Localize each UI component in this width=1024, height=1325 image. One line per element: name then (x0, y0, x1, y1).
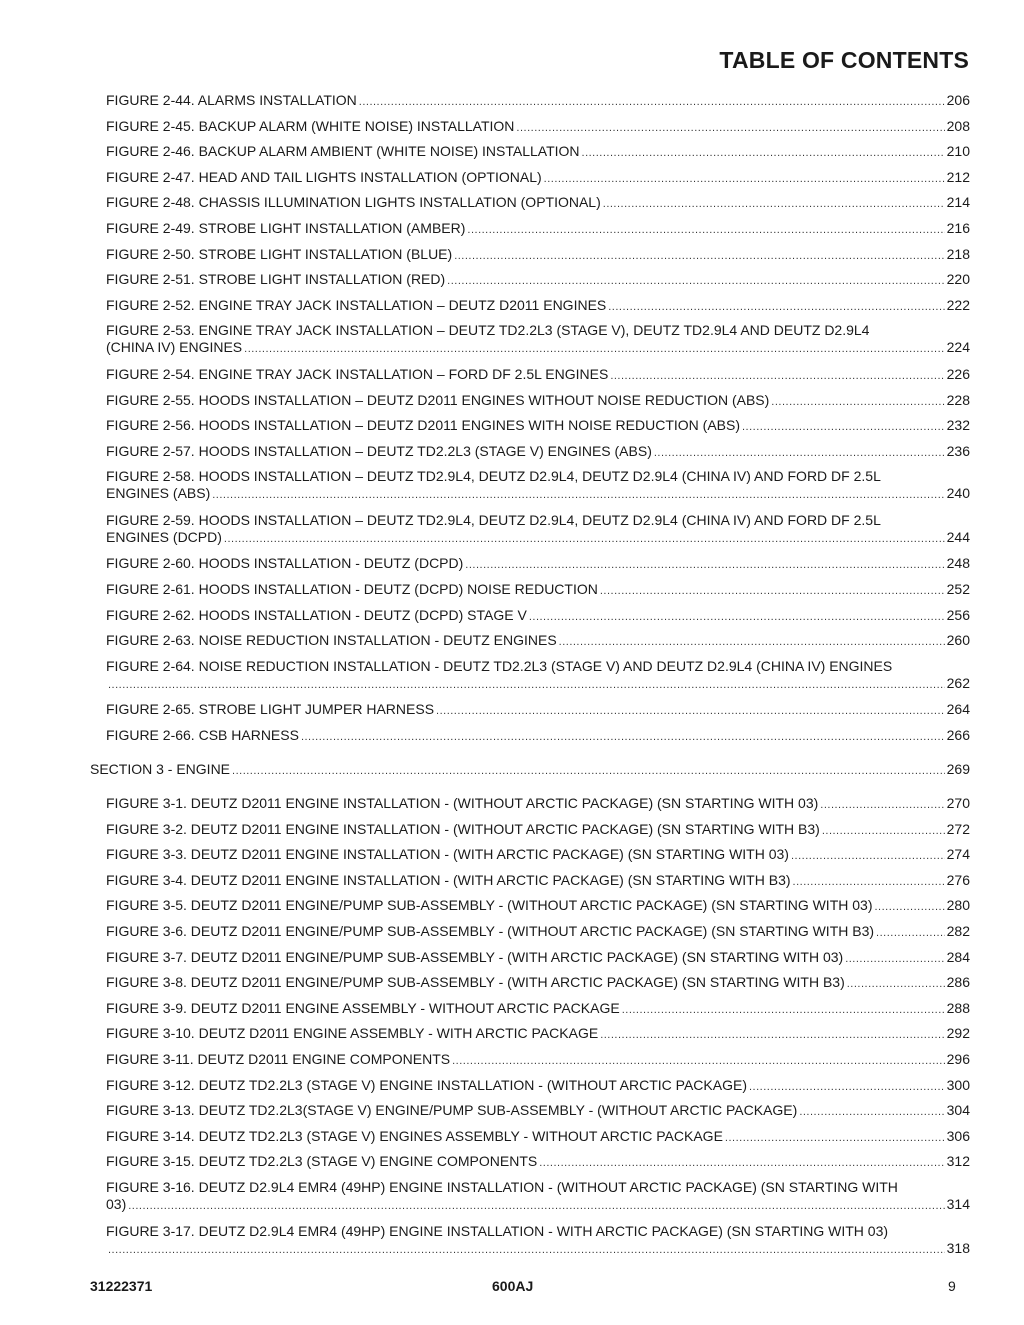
dot-leader (465, 557, 944, 574)
toc-figure-entry[interactable] (106, 512, 970, 548)
toc-figure-entry[interactable] (106, 220, 970, 239)
dot-leader (454, 248, 944, 265)
dot-leader (467, 222, 944, 239)
toc-page-number: 232 (946, 417, 970, 434)
toc-section-entry[interactable] (90, 761, 970, 780)
dot-leader (608, 299, 944, 316)
dot-leader (128, 1198, 944, 1215)
toc-figure-entry[interactable] (106, 923, 970, 942)
toc-figure-entry[interactable] (106, 658, 970, 694)
toc-entry-title: FIGURE 3-3. DEUTZ D2011 ENGINE INSTALLATION - (WITH ARCTIC PACKAGE) (SN STARTING WITH 03) (106, 846, 789, 863)
toc-figure-entry[interactable] (106, 297, 970, 316)
toc-page-number: 220 (946, 271, 970, 288)
toc-figure-entry[interactable] (106, 607, 970, 626)
toc-page-number: 216 (946, 220, 970, 236)
dot-leader (359, 94, 945, 111)
dot-leader (725, 1130, 945, 1147)
toc-entry-title: FIGURE 2-53. ENGINE TRAY JACK INSTALLATION – DEUTZ TD2.2L3 (STAGE V), DEUTZ TD2.9L4 AND DEUTZ D2.9L4 (106, 322, 870, 339)
toc-entry-title: FIGURE 2-66. CSB HARNESS (106, 726, 299, 743)
toc-page-number: 264 (946, 701, 970, 718)
toc-entry-title-continued: (CHINA IV) ENGINES (106, 339, 243, 356)
toc-figure-entry[interactable] (106, 1179, 970, 1215)
toc-page-number: 256 (946, 606, 970, 623)
toc-entry-title: FIGURE 3-11. DEUTZ D2011 ENGINE COMPONENTS (106, 1051, 451, 1067)
toc-figure-entry[interactable] (106, 1077, 970, 1096)
dot-leader (244, 341, 945, 358)
toc-page-number: 269 (946, 761, 970, 778)
toc-figure-entry[interactable] (106, 581, 970, 600)
dot-leader (845, 951, 944, 968)
toc-figure-entry[interactable] (106, 632, 970, 651)
toc-entry-title: FIGURE 3-12. DEUTZ TD2.2L3 (STAGE V) ENGINE INSTALLATION - (WITHOUT ARCTIC PACKAGE) (106, 1076, 747, 1093)
toc-figure-entry[interactable] (106, 897, 970, 916)
toc-figure-entry[interactable] (106, 443, 970, 462)
toc-page-number: 272 (946, 820, 970, 837)
toc-figure-entry[interactable] (106, 169, 970, 188)
toc-entry-title: FIGURE 3-15. DEUTZ TD2.2L3 (STAGE V) ENGINE COMPONENTS (106, 1153, 538, 1170)
dot-leader (749, 1079, 945, 1096)
toc-page-number: 212 (946, 168, 970, 185)
toc-page-number: 240 (946, 485, 970, 502)
toc-entry-title: FIGURE 2-56. HOODS INSTALLATION – DEUTZ D2011 ENGINES WITH NOISE REDUCTION (ABS) (106, 417, 740, 434)
dot-leader (436, 703, 945, 720)
toc-figure-entry[interactable] (106, 795, 970, 814)
toc-figure-entry[interactable] (106, 118, 970, 137)
toc-page-number: 312 (946, 1153, 970, 1170)
toc-figure-entry[interactable] (106, 727, 970, 746)
toc-figure-entry[interactable] (106, 1102, 970, 1121)
toc-entry-title-continued: ENGINES (ABS) (106, 485, 211, 502)
dot-leader (452, 1053, 945, 1070)
toc-entry-title: FIGURE 2-49. STROBE LIGHT INSTALLATION (AMBER) (106, 220, 466, 236)
dot-leader (876, 925, 945, 942)
toc-figure-entry[interactable] (106, 872, 970, 891)
dot-leader (108, 1242, 945, 1259)
toc-figure-entry[interactable] (106, 701, 970, 720)
toc-entry-title: FIGURE 3-16. DEUTZ D2.9L4 EMR4 (49HP) ENGINE INSTALLATION - (WITHOUT ARCTIC PACKAGE) (SN STARTING WITH (106, 1179, 898, 1195)
toc-entry-title: FIGURE 2-62. HOODS INSTALLATION - DEUTZ (DCPD) STAGE V (106, 606, 527, 623)
toc-page-number: 306 (946, 1127, 970, 1144)
toc-entry-title: FIGURE 2-50. STROBE LIGHT INSTALLATION (BLUE) (106, 245, 453, 262)
toc-entry-title: FIGURE 2-52. ENGINE TRAY JACK INSTALLATION – DEUTZ D2011 ENGINES (106, 296, 607, 313)
toc-figure-entry[interactable] (106, 246, 970, 265)
dot-leader (108, 677, 945, 694)
toc-page-number: 270 (946, 795, 970, 811)
toc-figure-entry[interactable] (106, 392, 970, 411)
toc-page-number: 248 (946, 555, 970, 572)
toc-entry-title: FIGURE 3-4. DEUTZ D2011 ENGINE INSTALLATION - (WITH ARCTIC PACKAGE) (SN STARTING WITH B3) (106, 871, 791, 888)
dot-leader (771, 394, 944, 411)
toc-page-number: 304 (946, 1102, 970, 1119)
dot-leader (559, 634, 945, 651)
toc-entry-title: FIGURE 3-5. DEUTZ D2011 ENGINE/PUMP SUB-ASSEMBLY - (WITHOUT ARCTIC PACKAGE) (SN STARTING WITH 03) (106, 897, 873, 914)
toc-entry-title: FIGURE 2-54. ENGINE TRAY JACK INSTALLATION – FORD DF 2.5L ENGINES (106, 365, 609, 382)
dot-leader (212, 487, 944, 504)
toc-page-number: 210 (946, 143, 970, 160)
dot-leader (600, 583, 945, 600)
toc-figure-entry[interactable] (106, 1128, 970, 1147)
toc-figure-entry[interactable] (106, 143, 970, 162)
toc-page-number: 274 (946, 846, 970, 863)
toc-page-number: 276 (946, 871, 970, 888)
toc-page-number: 208 (946, 117, 970, 134)
model-name: 600AJ (492, 1278, 534, 1294)
dot-leader (539, 1155, 944, 1172)
toc-figure-entry[interactable] (106, 271, 970, 290)
dot-leader (847, 976, 945, 993)
dot-leader (516, 120, 944, 137)
toc-entry-title: FIGURE 2-44. ALARMS INSTALLATION (106, 92, 357, 108)
toc-entry-title: FIGURE 3-9. DEUTZ D2011 ENGINE ASSEMBLY - WITHOUT ARCTIC PACKAGE (106, 999, 620, 1016)
toc-entry-title: FIGURE 3-2. DEUTZ D2011 ENGINE INSTALLATION - (WITHOUT ARCTIC PACKAGE) (SN STARTING WITH B3) (106, 820, 820, 837)
dot-leader (822, 823, 945, 840)
toc-figure-entry[interactable] (106, 417, 970, 436)
toc-entry-title: FIGURE 3-1. DEUTZ D2011 ENGINE INSTALLATION - (WITHOUT ARCTIC PACKAGE) (SN STARTING WITH 03) (106, 795, 819, 811)
toc-figure-entry[interactable] (106, 846, 970, 865)
dot-leader (654, 445, 945, 462)
toc-entry-title: SECTION 3 - ENGINE (90, 761, 231, 778)
toc-page-number: 314 (946, 1196, 970, 1212)
toc-page-number: 228 (946, 391, 970, 408)
dot-leader (791, 848, 945, 865)
toc-page-number: 266 (946, 726, 970, 743)
dot-leader (582, 145, 945, 162)
toc-page-number: 282 (946, 923, 970, 939)
toc-page-number: 206 (946, 92, 970, 108)
toc-entry-title: FIGURE 2-65. STROBE LIGHT JUMPER HARNESS (106, 701, 435, 718)
toc-page-number: 318 (946, 1239, 970, 1256)
toc-page-number: 222 (946, 296, 970, 313)
dot-leader (799, 1104, 944, 1121)
toc-figure-entry[interactable] (106, 1051, 970, 1070)
dot-leader (544, 171, 945, 188)
dot-leader (600, 1027, 944, 1044)
dot-leader (301, 729, 945, 746)
dot-leader (603, 196, 945, 213)
toc-entry-title: FIGURE 2-59. HOODS INSTALLATION – DEUTZ TD2.9L4, DEUTZ D2.9L4, DEUTZ D2.9L4 (CHINA IV) AND FORD DF 2.5L (106, 511, 881, 528)
toc-entry-title: FIGURE 2-58. HOODS INSTALLATION – DEUTZ TD2.9L4, DEUTZ D2.9L4, DEUTZ D2.9L4 (CHINA IV) AND FORD DF 2.5L (106, 468, 881, 485)
dot-leader (224, 531, 945, 548)
toc-entry-title: FIGURE 3-14. DEUTZ TD2.2L3 (STAGE V) ENGINES ASSEMBLY - WITHOUT ARCTIC PACKAGE (106, 1127, 723, 1144)
toc-figure-entry[interactable] (106, 1000, 970, 1019)
dot-leader (622, 1002, 945, 1019)
toc-entry-title: FIGURE 3-13. DEUTZ TD2.2L3(STAGE V) ENGINE/PUMP SUB-ASSEMBLY - (WITHOUT ARCTIC PACKAGE) (106, 1102, 798, 1119)
toc-figure-entry[interactable] (106, 555, 970, 574)
toc-entry-title: FIGURE 3-8. DEUTZ D2011 ENGINE/PUMP SUB-ASSEMBLY - (WITH ARCTIC PACKAGE) (SN STARTING WITH B3) (106, 974, 845, 991)
toc-page-number: 244 (946, 528, 970, 545)
page-number: 9 (948, 1278, 956, 1294)
toc-page-number: 260 (946, 632, 970, 649)
toc-page-number: 292 (946, 1025, 970, 1042)
toc-entry-title: FIGURE 2-47. HEAD AND TAIL LIGHTS INSTALLATION (OPTIONAL) (106, 168, 542, 185)
document-number: 31222371 (90, 1278, 153, 1294)
dot-leader (820, 797, 944, 814)
dot-leader (529, 609, 945, 626)
toc-entry-title-continued: 03) (106, 1196, 127, 1212)
toc-page-number: 296 (946, 1051, 970, 1067)
toc-entry-title: FIGURE 2-61. HOODS INSTALLATION - DEUTZ (DCPD) NOISE REDUCTION (106, 580, 598, 597)
toc-figure-entry[interactable] (106, 1025, 970, 1044)
toc-entry-title: FIGURE 2-55. HOODS INSTALLATION – DEUTZ D2011 ENGINES WITHOUT NOISE REDUCTION (ABS) (106, 391, 770, 408)
toc-figure-entry[interactable] (106, 92, 970, 111)
toc-entry-title: FIGURE 2-48. CHASSIS ILLUMINATION LIGHTS INSTALLATION (OPTIONAL) (106, 194, 601, 211)
toc-page-number: 214 (946, 194, 970, 211)
toc-entry-title: FIGURE 2-60. HOODS INSTALLATION - DEUTZ (DCPD) (106, 555, 464, 572)
toc-figure-entry[interactable] (106, 974, 970, 993)
toc-figure-entry[interactable] (106, 468, 970, 504)
toc-figure-entry[interactable] (106, 194, 970, 213)
dot-leader (742, 419, 945, 436)
toc-entry-title: FIGURE 2-57. HOODS INSTALLATION – DEUTZ TD2.2L3 (STAGE V) ENGINES (ABS) (106, 442, 652, 459)
toc-entry-title: FIGURE 3-10. DEUTZ D2011 ENGINE ASSEMBLY - WITH ARCTIC PACKAGE (106, 1025, 599, 1042)
toc-page-number: 288 (946, 999, 970, 1016)
toc-entry-title: FIGURE 3-17. DEUTZ D2.9L4 EMR4 (49HP) ENGINE INSTALLATION - WITH ARCTIC PACKAGE) (SN STARTING WITH 03) (106, 1222, 889, 1239)
toc-entry-title: FIGURE 2-46. BACKUP ALARM AMBIENT (WHITE NOISE) INSTALLATION (106, 143, 580, 160)
toc-entry-title: FIGURE 2-64. NOISE REDUCTION INSTALLATION - DEUTZ TD2.2L3 (STAGE V) AND DEUTZ D2.9L4 (CHINA IV) ENGINES (106, 657, 893, 674)
toc-page-number: 236 (946, 442, 970, 459)
toc-entry-title: FIGURE 2-45. BACKUP ALARM (WHITE NOISE) INSTALLATION (106, 117, 515, 134)
toc-figure-entry[interactable] (106, 1223, 970, 1259)
toc-page-number: 300 (946, 1076, 970, 1093)
toc-page-number: 252 (946, 580, 970, 597)
dot-leader (610, 368, 944, 385)
dot-leader (447, 273, 944, 290)
toc-figure-entry[interactable] (106, 366, 970, 385)
toc-figure-entry[interactable] (106, 821, 970, 840)
toc-entry-title: FIGURE 3-6. DEUTZ D2011 ENGINE/PUMP SUB-ASSEMBLY - (WITHOUT ARCTIC PACKAGE) (SN STARTING WITH B3) (106, 923, 875, 939)
toc-figure-entry[interactable] (106, 322, 970, 358)
toc-page-number: 280 (946, 897, 970, 914)
toc-page-number: 262 (946, 674, 970, 691)
toc-entry-title: FIGURE 2-63. NOISE REDUCTION INSTALLATION - DEUTZ ENGINES (106, 632, 557, 649)
toc-page-number: 286 (946, 974, 970, 991)
toc-entry-title: FIGURE 2-51. STROBE LIGHT INSTALLATION (RED) (106, 271, 446, 288)
toc-figure-entry[interactable] (106, 949, 970, 968)
dot-leader (875, 899, 945, 916)
toc-page-number: 284 (946, 948, 970, 965)
toc-entry-title: FIGURE 3-7. DEUTZ D2011 ENGINE/PUMP SUB-ASSEMBLY - (WITH ARCTIC PACKAGE) (SN STARTING WITH 03) (106, 948, 844, 965)
toc-page-number: 224 (946, 339, 970, 356)
dot-leader (793, 874, 945, 891)
toc-page-number: 218 (946, 245, 970, 262)
toc-entry-title-continued: ENGINES (DCPD) (106, 528, 222, 545)
page-title: TABLE OF CONTENTS (719, 47, 969, 73)
toc-figure-entry[interactable] (106, 1153, 970, 1172)
dot-leader (232, 763, 945, 780)
toc-page-number: 226 (946, 365, 970, 382)
